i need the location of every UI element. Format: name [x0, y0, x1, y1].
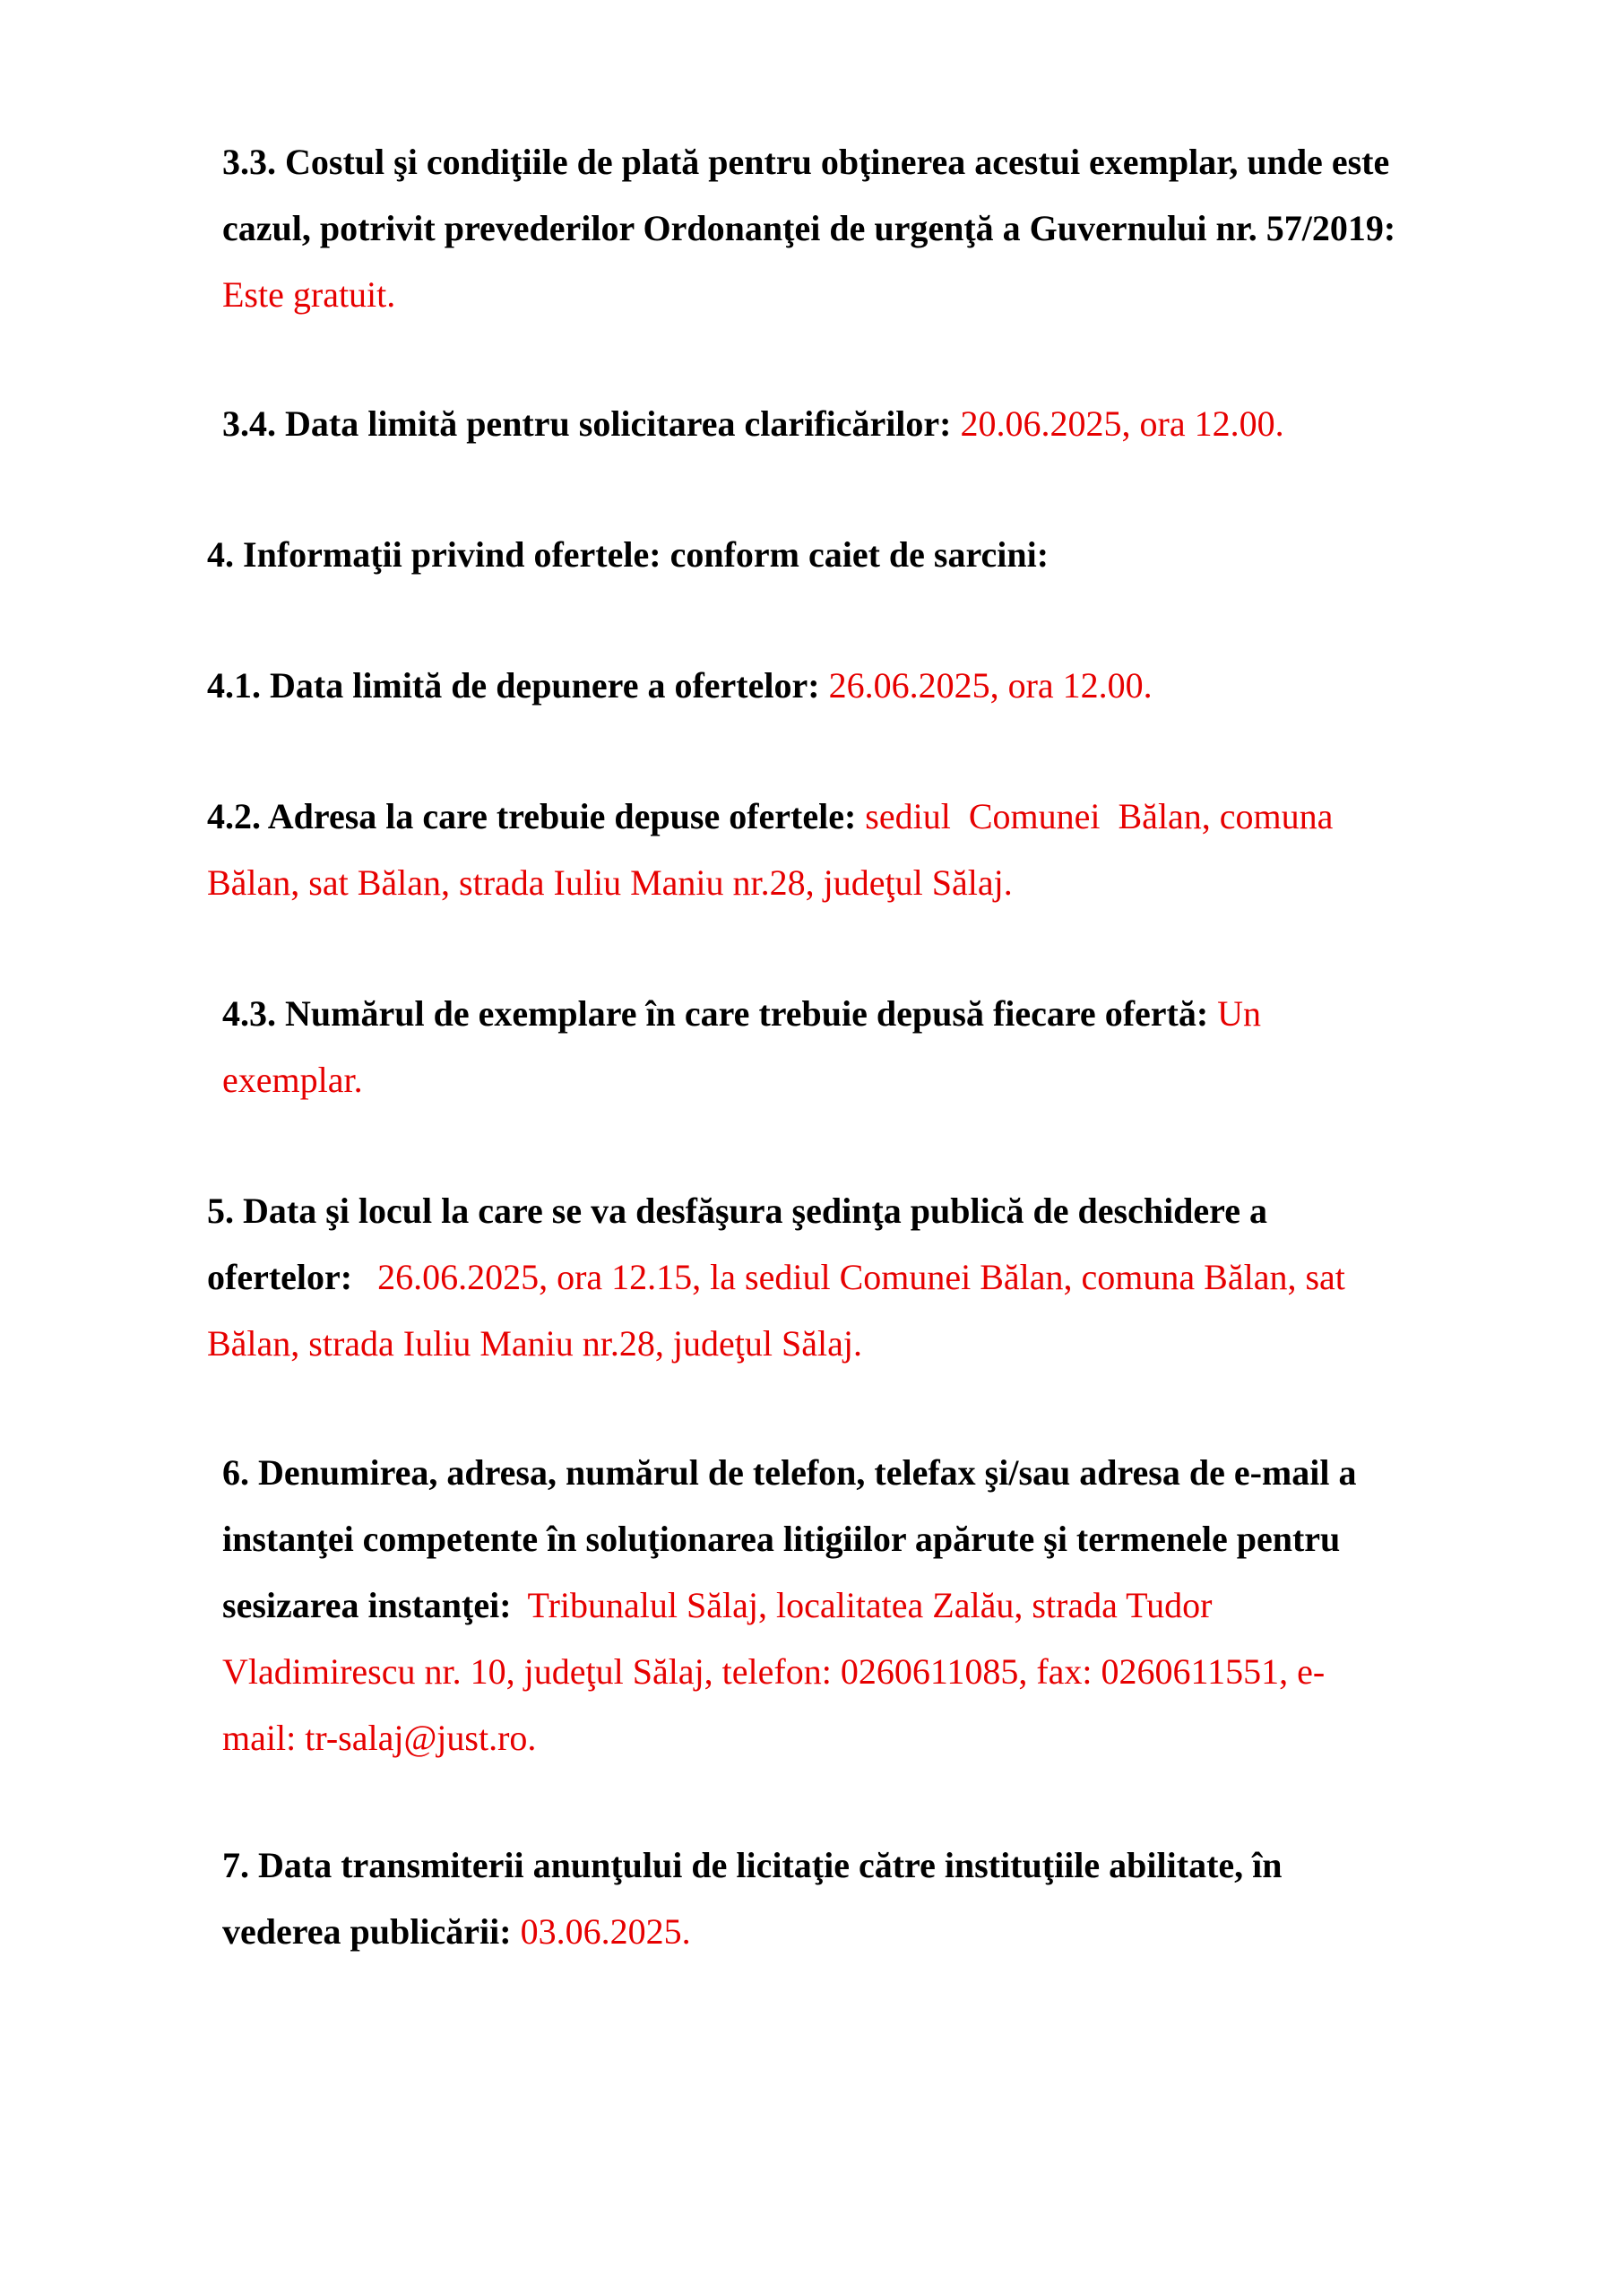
section-4-2-value-line-2: Bălan, sat Bălan, strada Iuliu Maniu nr.28, judeţul Sălaj. [207, 862, 1013, 903]
section-4-3 [222, 981, 1261, 1113]
section-5-value-line-2: Bălan, strada Iuliu Maniu nr.28, judeţul Sălaj. [207, 1323, 862, 1364]
section-3-4 [222, 391, 1284, 457]
section-4 [207, 522, 1049, 588]
section-4-2 [207, 784, 1333, 916]
section-3-3-line-1: 3.3. Costul şi condiţiile de plată pentru obţinerea acestui exemplar, unde este [222, 142, 1390, 182]
section-6-line-2: instanţei competente în soluţionarea litigiilor apărute şi termenele pentru [222, 1519, 1341, 1559]
section-6-line-1: 6. Denumirea, adresa, numărul de telefon, telefax şi/sau adresa de e-mail a [222, 1452, 1357, 1493]
section-4-1 [207, 653, 1153, 719]
section-3-4-value: 20.06.2025, ora 12.00. [960, 403, 1284, 444]
section-3-3-value: Este gratuit. [222, 274, 396, 315]
section-3-3-line-2: cazul, potrivit prevederilor Ordonanţei de urgenţă a Guvernului nr. 57/2019: [222, 208, 1396, 248]
section-7-label: vederea publicării: [222, 1911, 512, 1952]
section-4-heading: 4. Informaţii privind ofertele: conform caiet de sarcini: [207, 534, 1050, 575]
section-5-line-1: 5. Data şi locul la care se va desfăşura şedinţa publică de deschidere a [207, 1191, 1267, 1231]
section-5 [207, 1178, 1345, 1377]
section-7 [222, 1832, 1283, 1965]
section-3-4-label: 3.4. Data limită pentru solicitarea clarificărilor: [222, 403, 952, 444]
section-5-value-line-1: 26.06.2025, ora 12.15, la sediul Comunei Bălan, comuna Bălan, sat [377, 1257, 1345, 1297]
section-6-label: sesizarea instanţei: [222, 1585, 512, 1625]
section-5-label: ofertelor: [207, 1257, 353, 1297]
section-4-1-value: 26.06.2025, ora 12.00. [828, 665, 1153, 706]
section-4-3-value-line-2: exemplar. [222, 1060, 363, 1100]
section-4-2-label: 4.2. Adresa la care trebuie depuse ofertele: [207, 796, 857, 836]
section-4-3-value-line-1: Un [1217, 993, 1262, 1034]
section-4-3-label: 4.3. Numărul de exemplare în care trebuie depusă fiecare ofertă: [222, 993, 1209, 1034]
section-7-line-1: 7. Data transmiterii anunţului de licitaţie către instituţiile abilitate, în [222, 1845, 1283, 1885]
section-7-value: 03.06.2025. [520, 1911, 691, 1952]
section-6-value-line-2: Vladimirescu nr. 10, judeţul Sălaj, telefon: 0260611085, fax: 0260611551, e- [222, 1651, 1326, 1692]
section-6-value-line-1: Tribunalul Sălaj, localitatea Zalău, strada Tudor [527, 1585, 1213, 1625]
section-4-1-label: 4.1. Data limită de depunere a ofertelor: [207, 665, 820, 706]
section-4-2-value-line-1: sediul Comunei Bălan, comuna [865, 796, 1334, 836]
section-6 [222, 1440, 1356, 1771]
section-6-value-line-3: mail: tr-salaj@just.ro. [222, 1718, 537, 1758]
section-3-3 [222, 129, 1395, 328]
